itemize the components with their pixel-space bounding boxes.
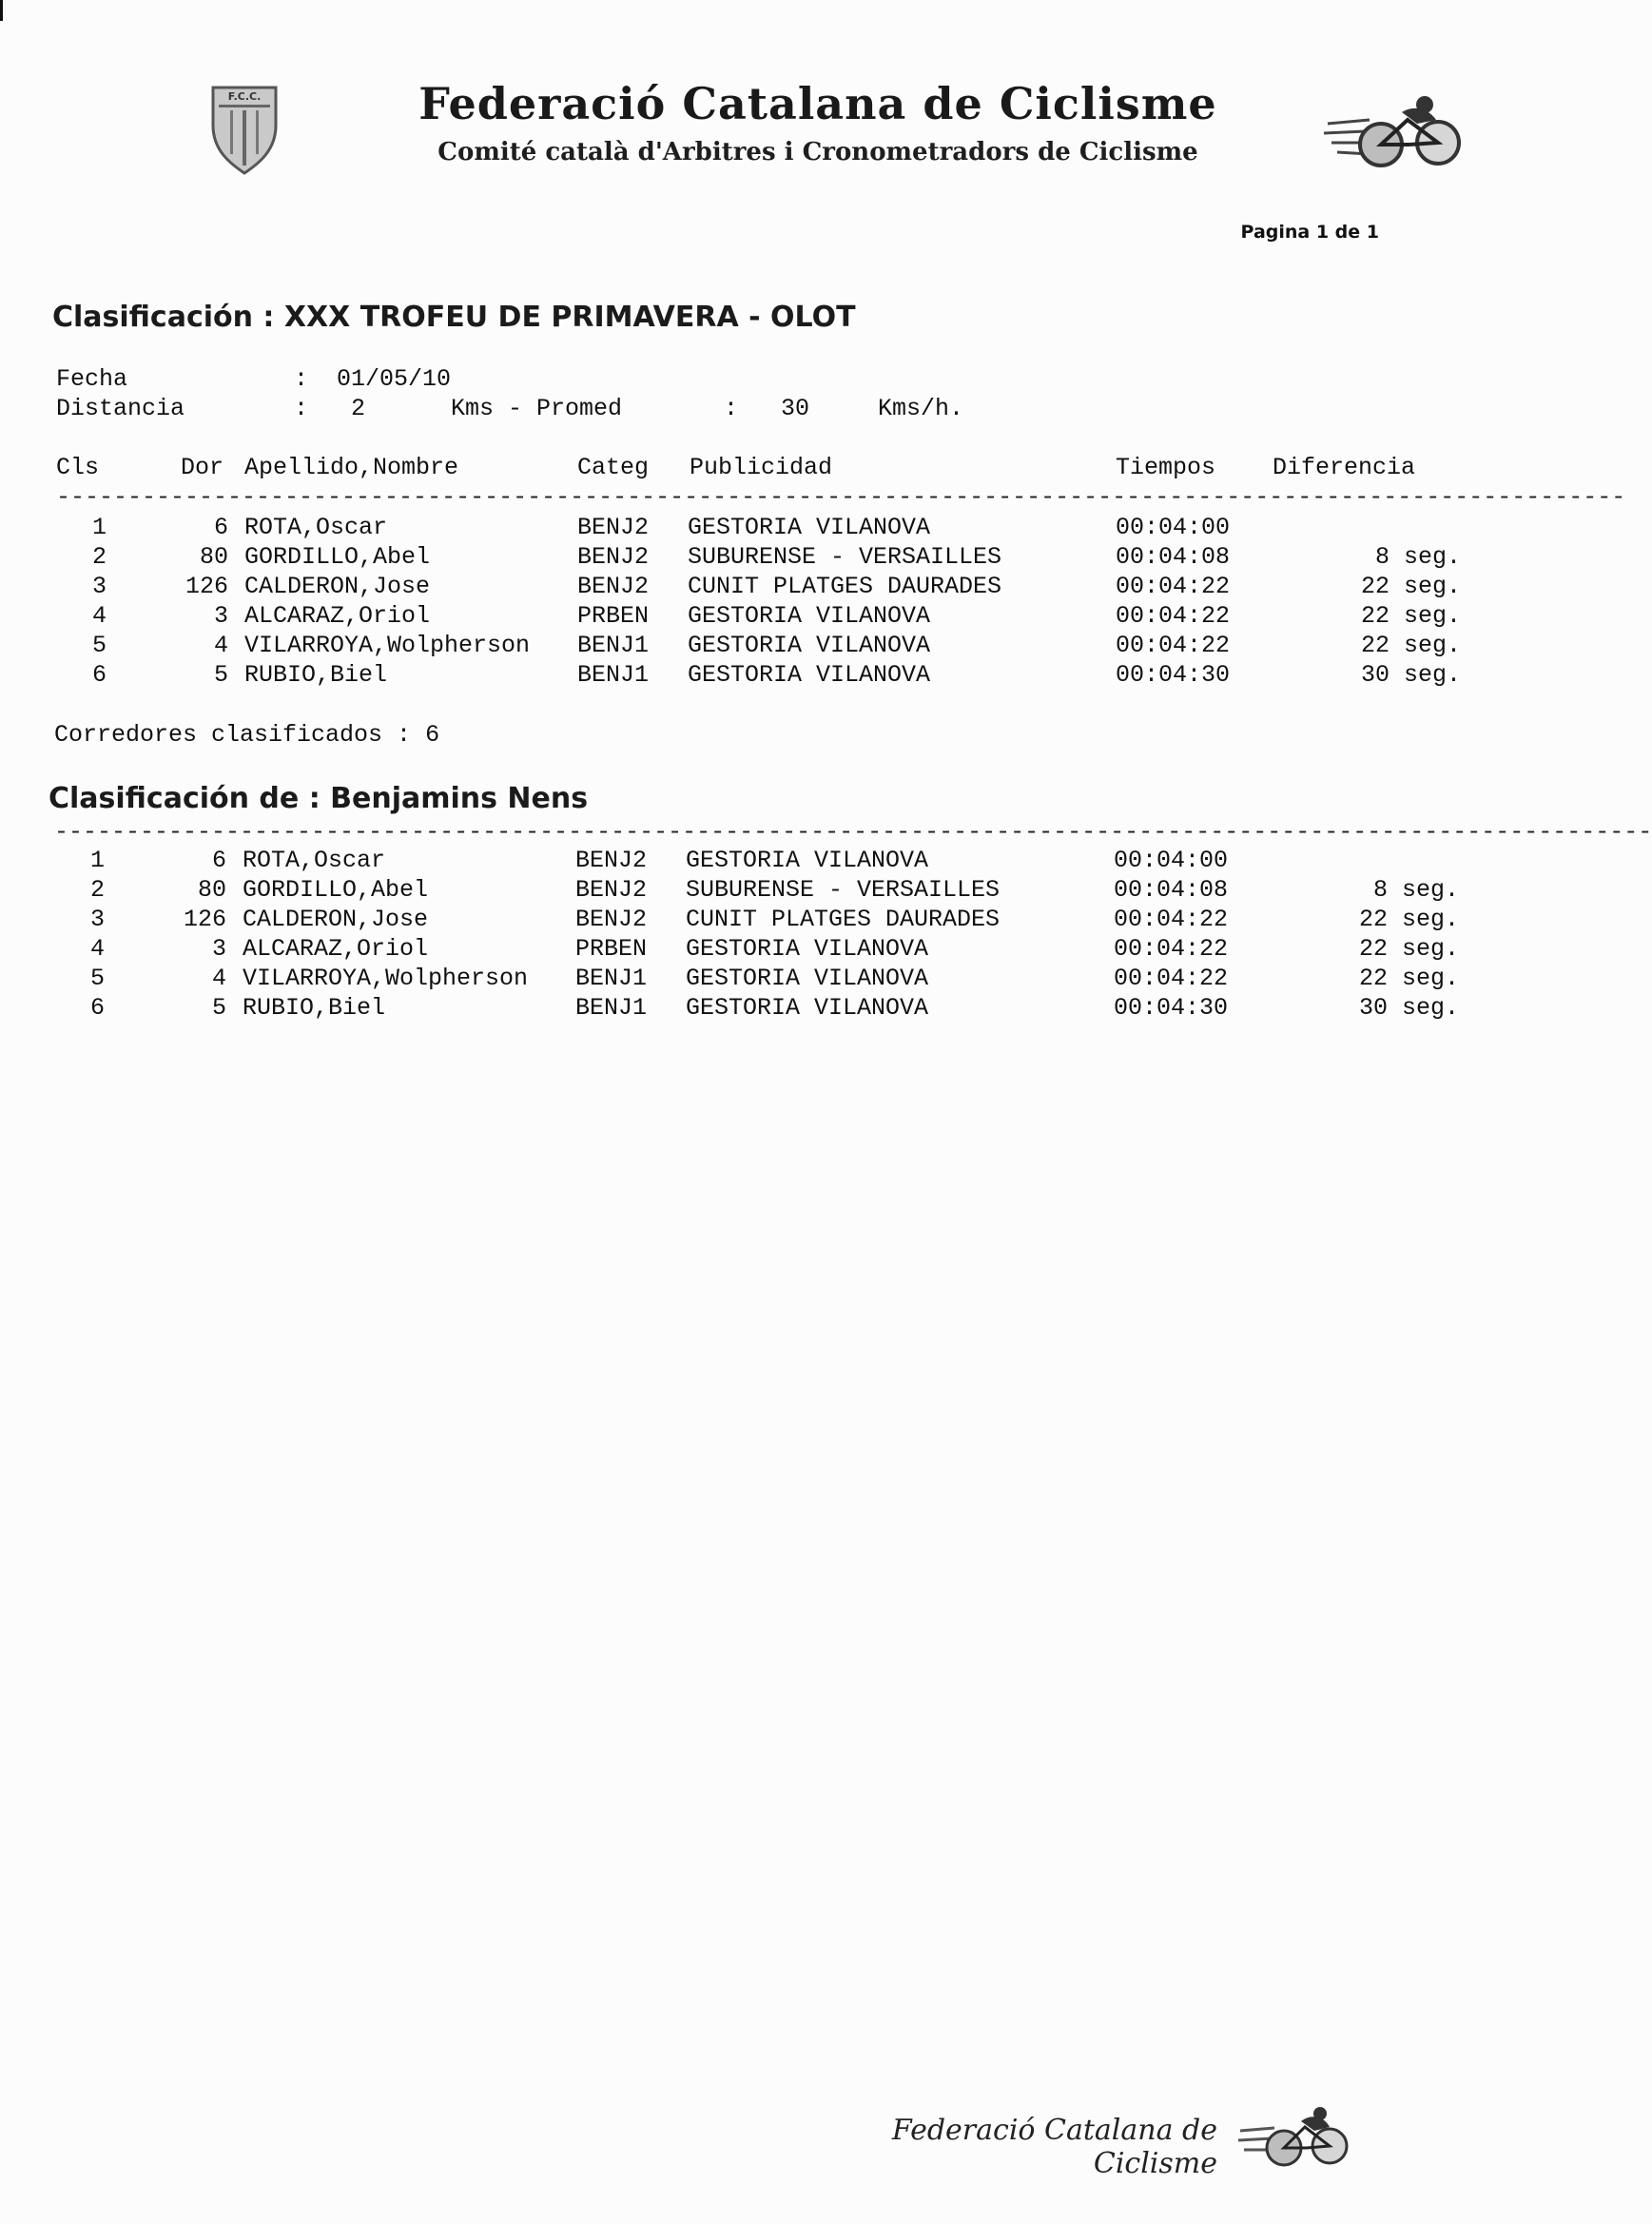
- cell-publicidad: GESTORIA VILANOVA: [686, 994, 929, 1022]
- category-heading: Clasificación de : Benjamins Nens: [49, 782, 589, 815]
- cell-publicidad: CUNIT PLATGES DAURADES: [688, 573, 1002, 600]
- cell-dor: 5: [213, 661, 228, 689]
- header-divider: --------------------------------------------------------------------------------------------------------------: [56, 483, 1626, 511]
- cell-categ: BENJ2: [577, 543, 650, 571]
- table-row: [0, 514, 1617, 543]
- cell-diferencia: 30 seg.: [1358, 994, 1459, 1022]
- cell-categ: BENJ2: [577, 573, 650, 600]
- cell-categ: BENJ1: [577, 661, 650, 689]
- kmsh-unit: Kms/h.: [878, 395, 964, 422]
- cell-tiempo: 00:04:22: [1116, 632, 1231, 659]
- cell-dor: 80: [197, 876, 226, 904]
- cell-cls: 3: [91, 573, 107, 600]
- cell-dor: 80: [199, 543, 228, 571]
- cell-publicidad: GESTORIA VILANOVA: [688, 661, 931, 689]
- cell-tiempo: 00:04:08: [1114, 876, 1229, 904]
- table-row: [0, 994, 1617, 1024]
- cell-dor: 4: [213, 632, 228, 659]
- classified-riders-summary: Corredores clasificados : 6: [54, 721, 440, 749]
- distancia-value: : 2: [294, 395, 366, 422]
- cell-diferencia: 22 seg.: [1360, 632, 1461, 659]
- column-header-diferencia: Diferencia: [1273, 454, 1416, 481]
- cell-nombre: ALCARAZ,Oriol: [244, 602, 431, 630]
- cell-nombre: CALDERON,Jose: [243, 906, 429, 933]
- cyclist-logo-icon: [1322, 91, 1465, 171]
- cell-nombre: VILARROYA,Wolpherson: [244, 632, 531, 659]
- cell-categ: BENJ2: [575, 847, 648, 874]
- classification-heading: Clasificación : XXX TROFEU DE PRIMAVERA - OLOT: [52, 301, 856, 334]
- cell-dor: 3: [211, 935, 226, 963]
- cell-tiempo: 00:04:22: [1114, 906, 1229, 933]
- cell-diferencia: 8 seg.: [1372, 876, 1459, 904]
- cell-cls: 5: [91, 632, 107, 659]
- cell-diferencia: 22 seg.: [1358, 965, 1459, 992]
- cell-publicidad: GESTORIA VILANOVA: [686, 847, 929, 874]
- footer-cyclist-logo-icon: [1236, 2102, 1351, 2169]
- cell-dor: 3: [213, 602, 228, 630]
- cell-diferencia: 30 seg.: [1360, 661, 1461, 689]
- cell-tiempo: 00:04:30: [1114, 994, 1229, 1022]
- cell-categ: BENJ2: [575, 876, 648, 904]
- table-row: [0, 847, 1617, 876]
- cell-dor: 126: [185, 573, 228, 600]
- cell-publicidad: GESTORIA VILANOVA: [686, 935, 929, 963]
- cell-cls: 3: [89, 906, 105, 933]
- table-row: [0, 935, 1617, 965]
- cell-nombre: VILARROYA,Wolpherson: [243, 965, 529, 992]
- cell-nombre: RUBIO,Biel: [244, 661, 388, 689]
- cell-categ: BENJ1: [575, 994, 648, 1022]
- cell-categ: BENJ1: [575, 965, 648, 992]
- table-row: [0, 632, 1617, 661]
- cell-nombre: ROTA,Oscar: [243, 847, 386, 874]
- cell-tiempo: 00:04:00: [1114, 847, 1229, 874]
- cell-categ: BENJ2: [575, 906, 648, 933]
- cell-publicidad: GESTORIA VILANOVA: [688, 632, 931, 659]
- cell-tiempo: 00:04:30: [1116, 661, 1231, 689]
- table-row: [0, 965, 1617, 994]
- cell-categ: BENJ2: [577, 514, 650, 541]
- cell-dor: 6: [213, 514, 228, 541]
- cell-cls: 4: [89, 935, 105, 963]
- column-header-nombre: Apellido,Nombre: [244, 454, 459, 481]
- table-row: [0, 602, 1617, 632]
- cell-nombre: ROTA,Oscar: [244, 514, 388, 541]
- cell-cls: 1: [91, 514, 107, 541]
- distancia-label: Distancia: [56, 395, 185, 422]
- cell-diferencia: 22 seg.: [1358, 935, 1459, 963]
- cell-publicidad: CUNIT PLATGES DAURADES: [686, 906, 1001, 933]
- table-row: [0, 573, 1617, 602]
- cell-dor: 126: [183, 906, 226, 933]
- cell-cls: 2: [89, 876, 105, 904]
- cell-categ: PRBEN: [577, 602, 650, 630]
- cell-diferencia: 22 seg.: [1360, 602, 1461, 630]
- cell-publicidad: GESTORIA VILANOVA: [686, 965, 929, 992]
- cell-tiempo: 00:04:22: [1114, 965, 1229, 992]
- fecha-label: Fecha: [56, 365, 128, 393]
- column-header-cls: Cls: [56, 454, 100, 481]
- cell-categ: PRBEN: [575, 935, 648, 963]
- cell-cls: 6: [91, 661, 107, 689]
- cell-categ: BENJ1: [577, 632, 650, 659]
- footer-federation-name: Federació Catalana de Ciclisme: [891, 2114, 1217, 2180]
- promed-value: : 30: [724, 395, 810, 422]
- cell-nombre: ALCARAZ,Oriol: [243, 935, 429, 963]
- cell-publicidad: SUBURENSE - VERSAILLES: [686, 876, 1001, 904]
- kms-promed-label: Kms - Promed: [451, 395, 623, 422]
- cell-tiempo: 00:04:22: [1116, 573, 1231, 600]
- table-row: [0, 543, 1617, 573]
- cell-tiempo: 00:04:22: [1114, 935, 1229, 963]
- column-header-publicidad: Publicidad: [690, 454, 833, 481]
- cell-diferencia: 8 seg.: [1374, 543, 1461, 571]
- scan-edge-mark: [0, 0, 3, 21]
- cell-publicidad: GESTORIA VILANOVA: [688, 602, 931, 630]
- cell-nombre: GORDILLO,Abel: [243, 876, 429, 904]
- fcc-shield-logo-icon: [209, 84, 280, 175]
- federation-title: Federació Catalana de Ciclisme: [418, 78, 1217, 129]
- svg-text:F.C.C.: F.C.C.: [227, 90, 262, 103]
- cell-diferencia: 22 seg.: [1360, 573, 1461, 600]
- cell-tiempo: 00:04:08: [1116, 543, 1231, 571]
- cell-cls: 6: [89, 994, 105, 1022]
- cell-publicidad: GESTORIA VILANOVA: [688, 514, 931, 541]
- cell-cls: 2: [91, 543, 107, 571]
- fecha-value: : 01/05/10: [294, 365, 452, 393]
- cell-nombre: CALDERON,Jose: [244, 573, 431, 600]
- cell-dor: 4: [211, 965, 226, 992]
- cell-publicidad: SUBURENSE - VERSAILLES: [688, 543, 1002, 571]
- cell-nombre: GORDILLO,Abel: [244, 543, 431, 571]
- committee-subtitle: Comité català d'Arbitres i Cronometradors de Ciclisme: [437, 138, 1198, 166]
- table-row: [0, 906, 1617, 935]
- table-row: [0, 876, 1617, 906]
- cell-dor: 6: [211, 847, 226, 874]
- column-header-dor: Dor: [181, 454, 224, 481]
- cell-tiempo: 00:04:22: [1116, 602, 1231, 630]
- cell-dor: 5: [211, 994, 226, 1022]
- column-header-categ: Categ: [577, 454, 650, 481]
- cell-tiempo: 00:04:00: [1116, 514, 1231, 541]
- table-row: [0, 661, 1617, 691]
- cell-cls: 4: [91, 602, 107, 630]
- cell-cls: 5: [89, 965, 105, 992]
- cell-diferencia: 22 seg.: [1358, 906, 1459, 933]
- page-indicator: Pagina 1 de 1: [1240, 222, 1379, 243]
- cell-cls: 1: [89, 847, 105, 874]
- column-header-tiempos: Tiempos: [1116, 454, 1216, 481]
- category-divider: ----------------------------------------------------------------------------------------------------------------: [54, 818, 1652, 846]
- cell-nombre: RUBIO,Biel: [243, 994, 386, 1022]
